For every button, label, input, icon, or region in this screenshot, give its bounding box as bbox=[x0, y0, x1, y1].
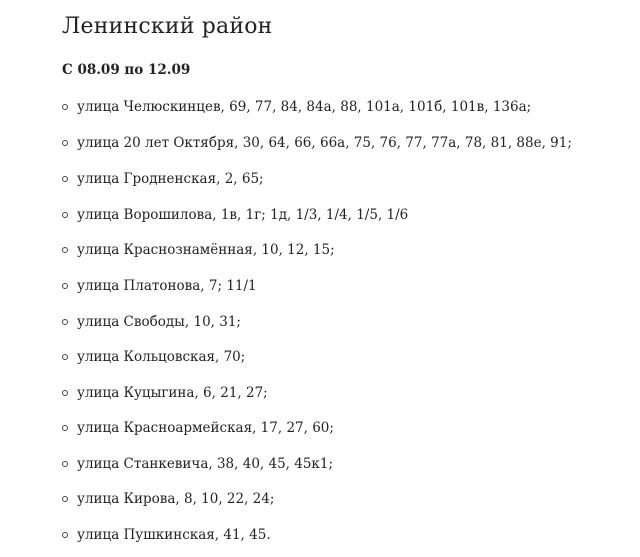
street-address: улица Станкевича, 38, 40, 45, 45к1; bbox=[77, 456, 333, 472]
bullet-icon bbox=[62, 104, 68, 110]
bullet-icon bbox=[62, 496, 68, 502]
street-address: улица 20 лет Октября, 30, 64, 66, 66а, 75, 76, 77, 77а, 78, 81, 88е, 91; bbox=[77, 135, 572, 151]
street-address: улица Кольцовская, 70; bbox=[77, 349, 246, 365]
bullet-icon bbox=[62, 212, 68, 218]
street-address: улица Красноармейская, 17, 27, 60; bbox=[77, 420, 334, 436]
street-address: улица Ворошилова, 1в, 1г; 1д, 1/3, 1/4, 1/5, 1/6 bbox=[77, 207, 409, 223]
street-address: улица Челюскинцев, 69, 77, 84, 84а, 88, 101а, 101б, 101в, 136а; bbox=[77, 99, 532, 115]
street-address: улица Куцыгина, 6, 21, 27; bbox=[77, 385, 268, 401]
street-address: улица Кирова, 8, 10, 22, 24; bbox=[77, 491, 275, 507]
bullet-icon bbox=[62, 176, 68, 182]
bullet-icon bbox=[62, 461, 68, 467]
bullet-icon bbox=[62, 390, 68, 396]
bullet-icon bbox=[62, 283, 68, 289]
period-subheading: С 08.09 по 12.09 bbox=[62, 62, 191, 78]
street-address: улица Краснознамённая, 10, 12, 15; bbox=[77, 242, 335, 258]
bullet-icon bbox=[62, 140, 68, 146]
street-address: улица Свободы, 10, 31; bbox=[77, 314, 241, 330]
bullet-icon bbox=[62, 319, 68, 325]
street-address: улица Гродненская, 2, 65; bbox=[77, 171, 264, 187]
bullet-icon bbox=[62, 354, 68, 360]
bullet-icon bbox=[62, 425, 68, 431]
street-address: улица Пушкинская, 41, 45. bbox=[77, 527, 271, 543]
street-address: улица Платонова, 7; 11/1 bbox=[77, 278, 257, 294]
bullet-icon bbox=[62, 247, 68, 253]
district-heading: Ленинский район bbox=[62, 14, 273, 39]
bullet-icon bbox=[62, 532, 68, 538]
